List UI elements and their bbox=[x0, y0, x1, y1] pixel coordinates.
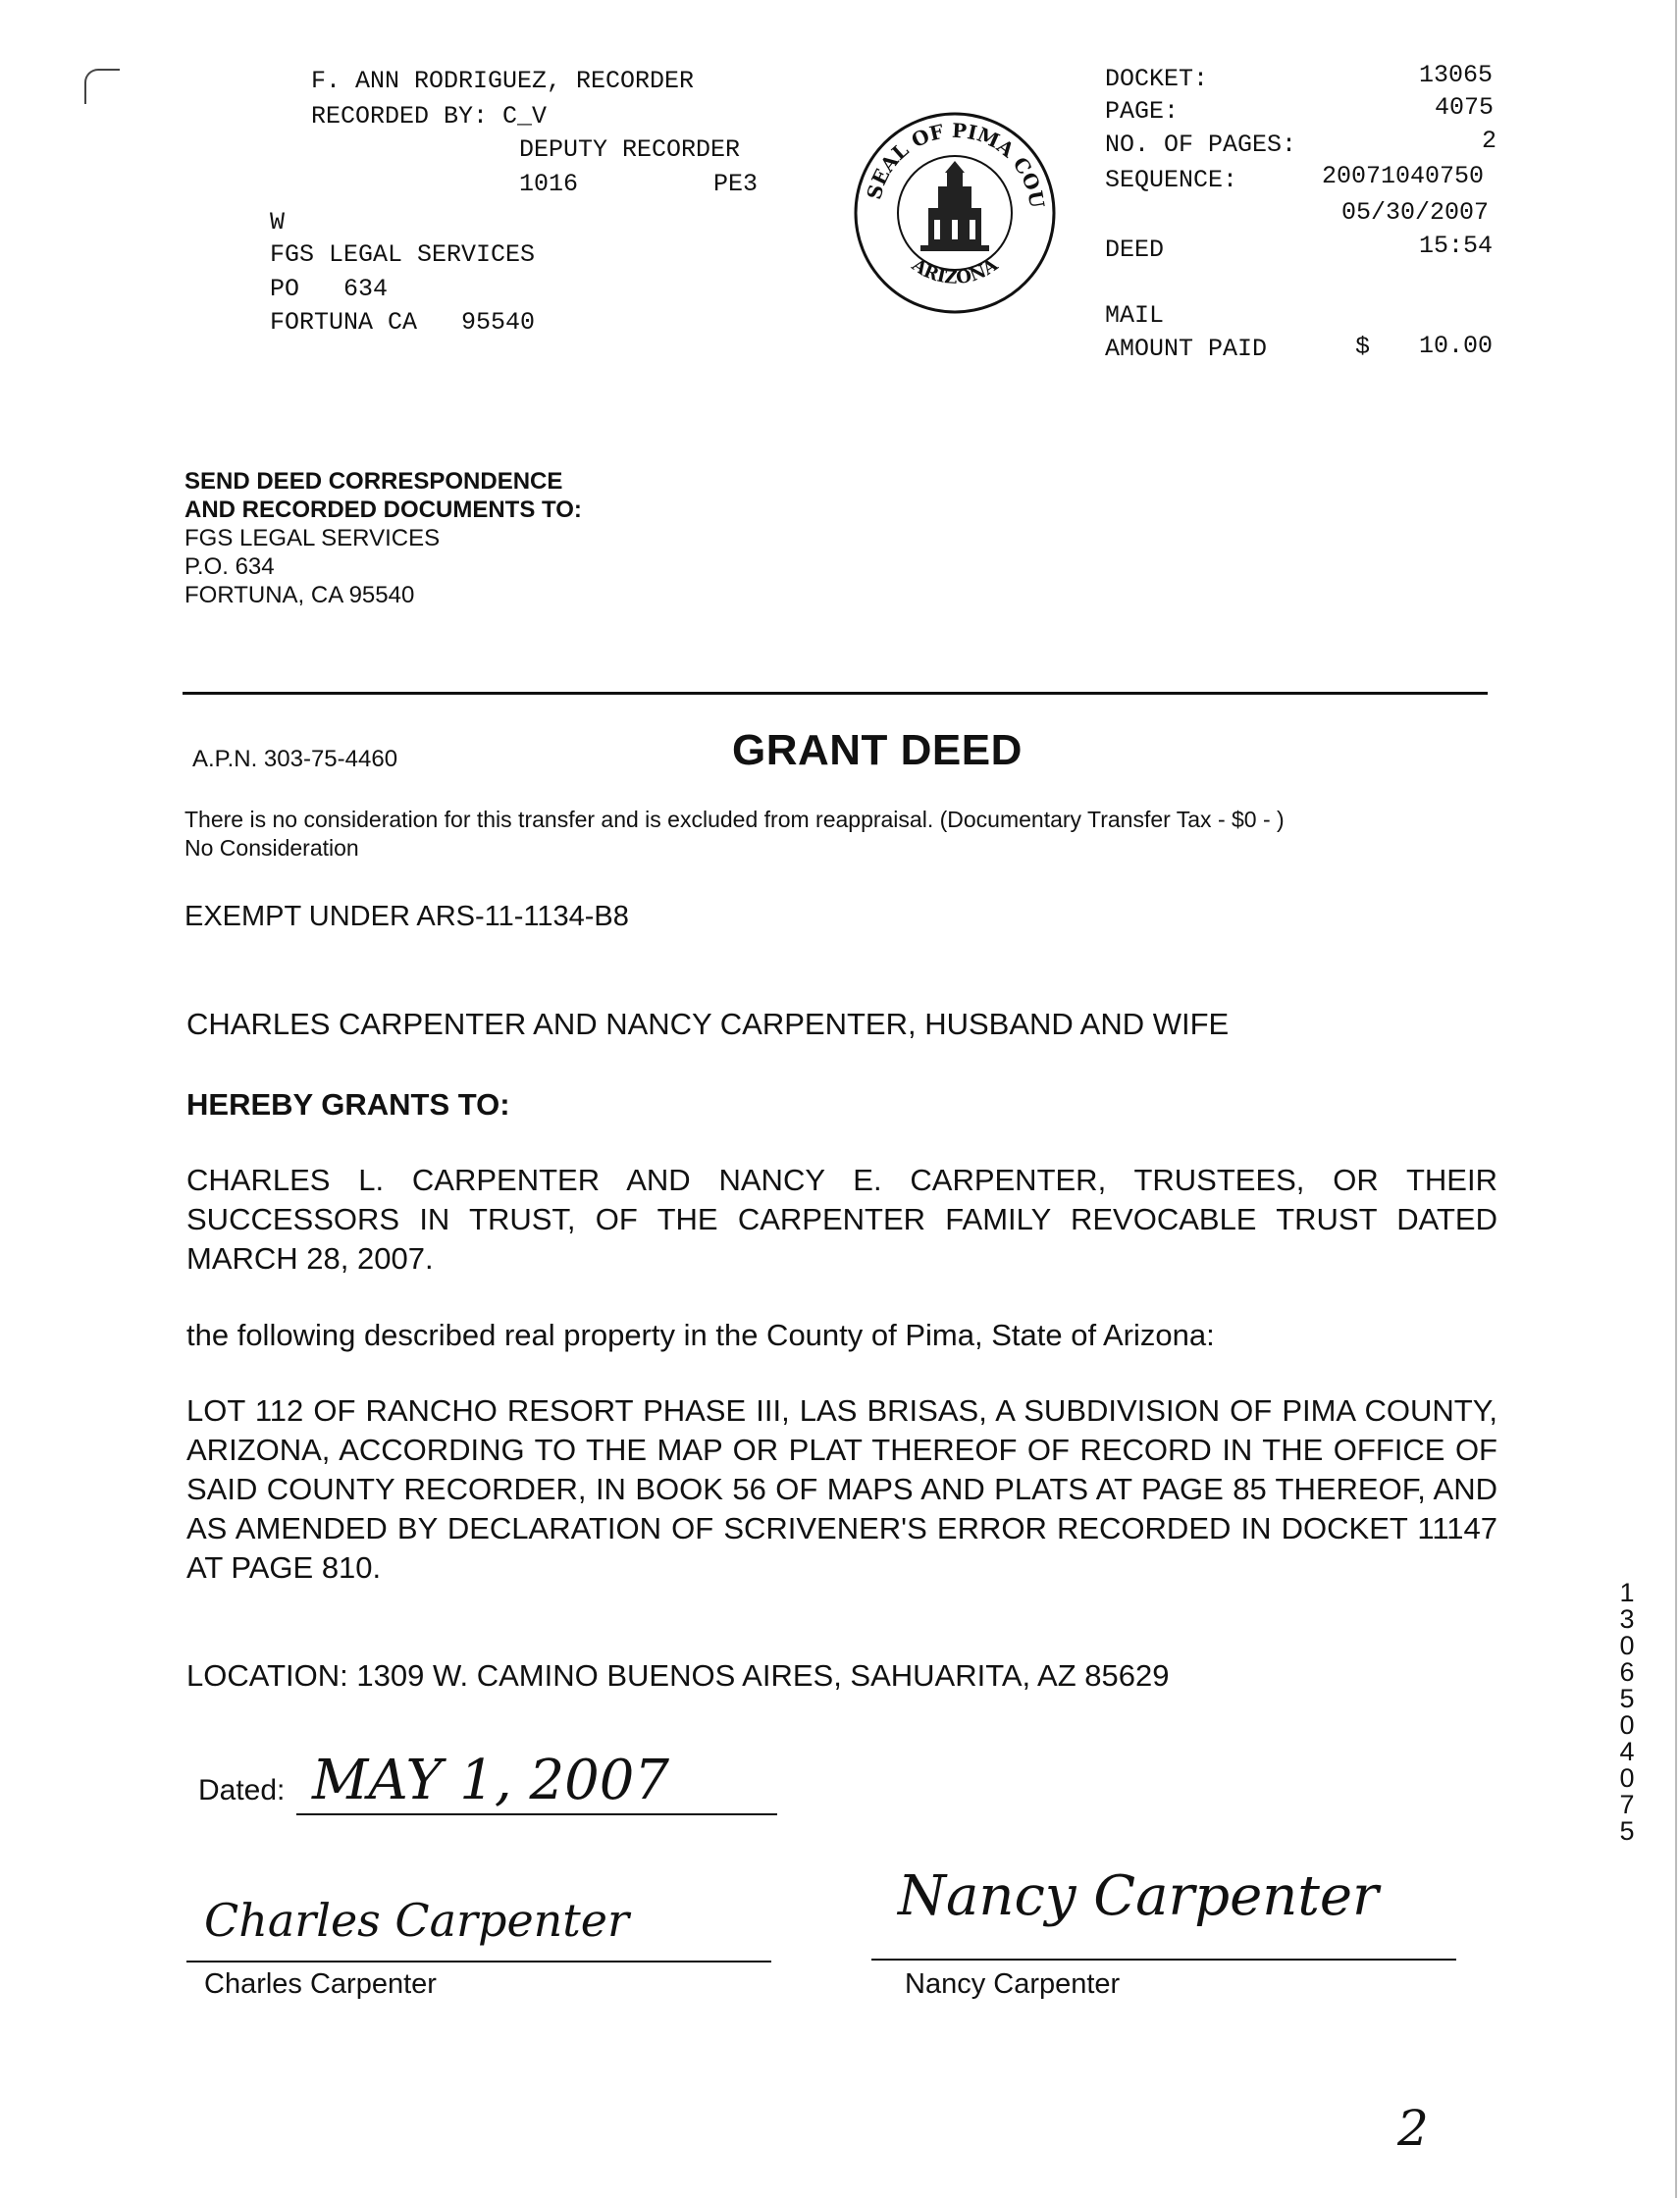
pages-label: NO. OF PAGES: bbox=[1105, 131, 1297, 159]
consideration-line-2: No Consideration bbox=[184, 835, 359, 861]
recorder-w: W bbox=[270, 208, 286, 236]
send-to-line-3: FORTUNA, CA 95540 bbox=[184, 582, 415, 608]
deputy-recorder: DEPUTY RECORDER bbox=[519, 135, 741, 164]
deed-label: DEED bbox=[1105, 236, 1165, 264]
record-time: 15:54 bbox=[1419, 232, 1494, 260]
vertical-docket-number: 13065 04075 bbox=[1619, 1578, 1635, 1846]
signature-nancy: Nancy Carpenter bbox=[898, 1864, 1379, 1928]
amount-paid-value: 10.00 bbox=[1419, 332, 1494, 360]
pages-value: 2 bbox=[1482, 127, 1497, 155]
recorder-code-1: 1016 bbox=[519, 170, 579, 198]
docket-label: DOCKET: bbox=[1105, 65, 1209, 93]
property-intro: the following described real property in the County of Pima, State of Arizona: bbox=[186, 1318, 1215, 1352]
mail-label: MAIL bbox=[1105, 301, 1165, 330]
send-to-line-2: P.O. 634 bbox=[184, 553, 275, 580]
signature-line-2 bbox=[871, 1959, 1456, 1961]
exemption-line: EXEMPT UNDER ARS-11-1134-B8 bbox=[184, 901, 629, 932]
page-value: 4075 bbox=[1435, 93, 1495, 122]
svg-text:ARIZONA bbox=[907, 254, 1002, 288]
mail-address-line-1: FGS LEGAL SERVICES bbox=[270, 240, 536, 269]
seal-top-text: SEAL OF PIMA COU bbox=[862, 118, 1050, 210]
dated-handwritten: MAY 1, 2007 bbox=[312, 1749, 670, 1812]
property-location: LOCATION: 1309 W. CAMINO BUENOS AIRES, SAHUARITA, AZ 85629 bbox=[186, 1658, 1170, 1693]
mail-address-line-3: FORTUNA CA 95540 bbox=[270, 308, 536, 337]
send-to-heading-1: SEND DEED CORRESPONDENCE bbox=[184, 468, 563, 495]
send-to-block bbox=[184, 467, 582, 609]
grants-heading: HEREBY GRANTS TO: bbox=[186, 1087, 510, 1122]
grantees: CHARLES L. CARPENTER AND NANCY E. CARPENTER, TRUSTEES, OR THEIR SUCCESSORS IN TRUST, OF THE CARPENTER FAMILY REVOCABLE TRUST DATED MARCH 28, 2007. bbox=[186, 1163, 1497, 1276]
page-label: PAGE: bbox=[1105, 97, 1180, 126]
amount-currency: $ bbox=[1355, 333, 1371, 361]
page-mark: 2 bbox=[1397, 2100, 1429, 2157]
docket-value: 13065 bbox=[1419, 61, 1494, 89]
recorded-by: RECORDED BY: C_V bbox=[311, 102, 548, 131]
document-title: GRANT DEED bbox=[732, 726, 1023, 774]
amount-paid-label: AMOUNT PAID bbox=[1105, 335, 1268, 363]
dated-line bbox=[296, 1813, 777, 1815]
scan-edge bbox=[1675, 0, 1677, 2198]
sequence-value: 20071040750 bbox=[1322, 162, 1485, 190]
seal-bottom-text: ARIZONA bbox=[908, 254, 1002, 289]
recorder-code-2: PE3 bbox=[713, 170, 759, 198]
recorder-name: F. ANN RODRIGUEZ, RECORDER bbox=[311, 67, 695, 95]
signature-charles: Charles Carpenter bbox=[204, 1894, 630, 1947]
signer-1-name: Charles Carpenter bbox=[204, 1968, 437, 2000]
signer-2-name: Nancy Carpenter bbox=[905, 1968, 1121, 2000]
section-divider bbox=[183, 692, 1488, 695]
grantors: CHARLES CARPENTER AND NANCY CARPENTER, HUSBAND AND WIFE bbox=[186, 1007, 1230, 1041]
consideration-line-1: There is no consideration for this transfer and is excluded from reappraisal. (Documentary Transfer Tax - $0 - ) bbox=[184, 807, 1285, 832]
corner-mark bbox=[84, 69, 120, 104]
dated-label: Dated: bbox=[198, 1774, 286, 1806]
apn-number: A.P.N. 303-75-4460 bbox=[192, 746, 398, 772]
courthouse-icon bbox=[920, 161, 989, 251]
send-to-line-1: FGS LEGAL SERVICES bbox=[184, 525, 441, 551]
legal-description: LOT 112 OF RANCHO RESORT PHASE III, LAS BRISAS, A SUBDIVISION OF PIMA COUNTY, ARIZONA, ACCORDING TO THE MAP OR PLAT THEREOF OF RECORD IN THE OFFICE OF SAID COUNTY RECORDER, IN BOOK 56 OF MAPS AND PLATS AT PAGE 85 THEREOF, AND AS AMENDED BY DECLARATION OF SCRIVENER'S ERROR RECORDED IN DOCKET 11147 AT PAGE 810. bbox=[186, 1393, 1497, 1585]
sequence-label: SEQUENCE: bbox=[1105, 166, 1238, 194]
signature-line-1 bbox=[186, 1961, 771, 1962]
mail-address-line-2: PO 634 bbox=[270, 275, 389, 303]
record-date: 05/30/2007 bbox=[1341, 198, 1490, 227]
send-to-heading-2: AND RECORDED DOCUMENTS TO: bbox=[184, 497, 582, 523]
county-seal bbox=[852, 110, 1058, 316]
